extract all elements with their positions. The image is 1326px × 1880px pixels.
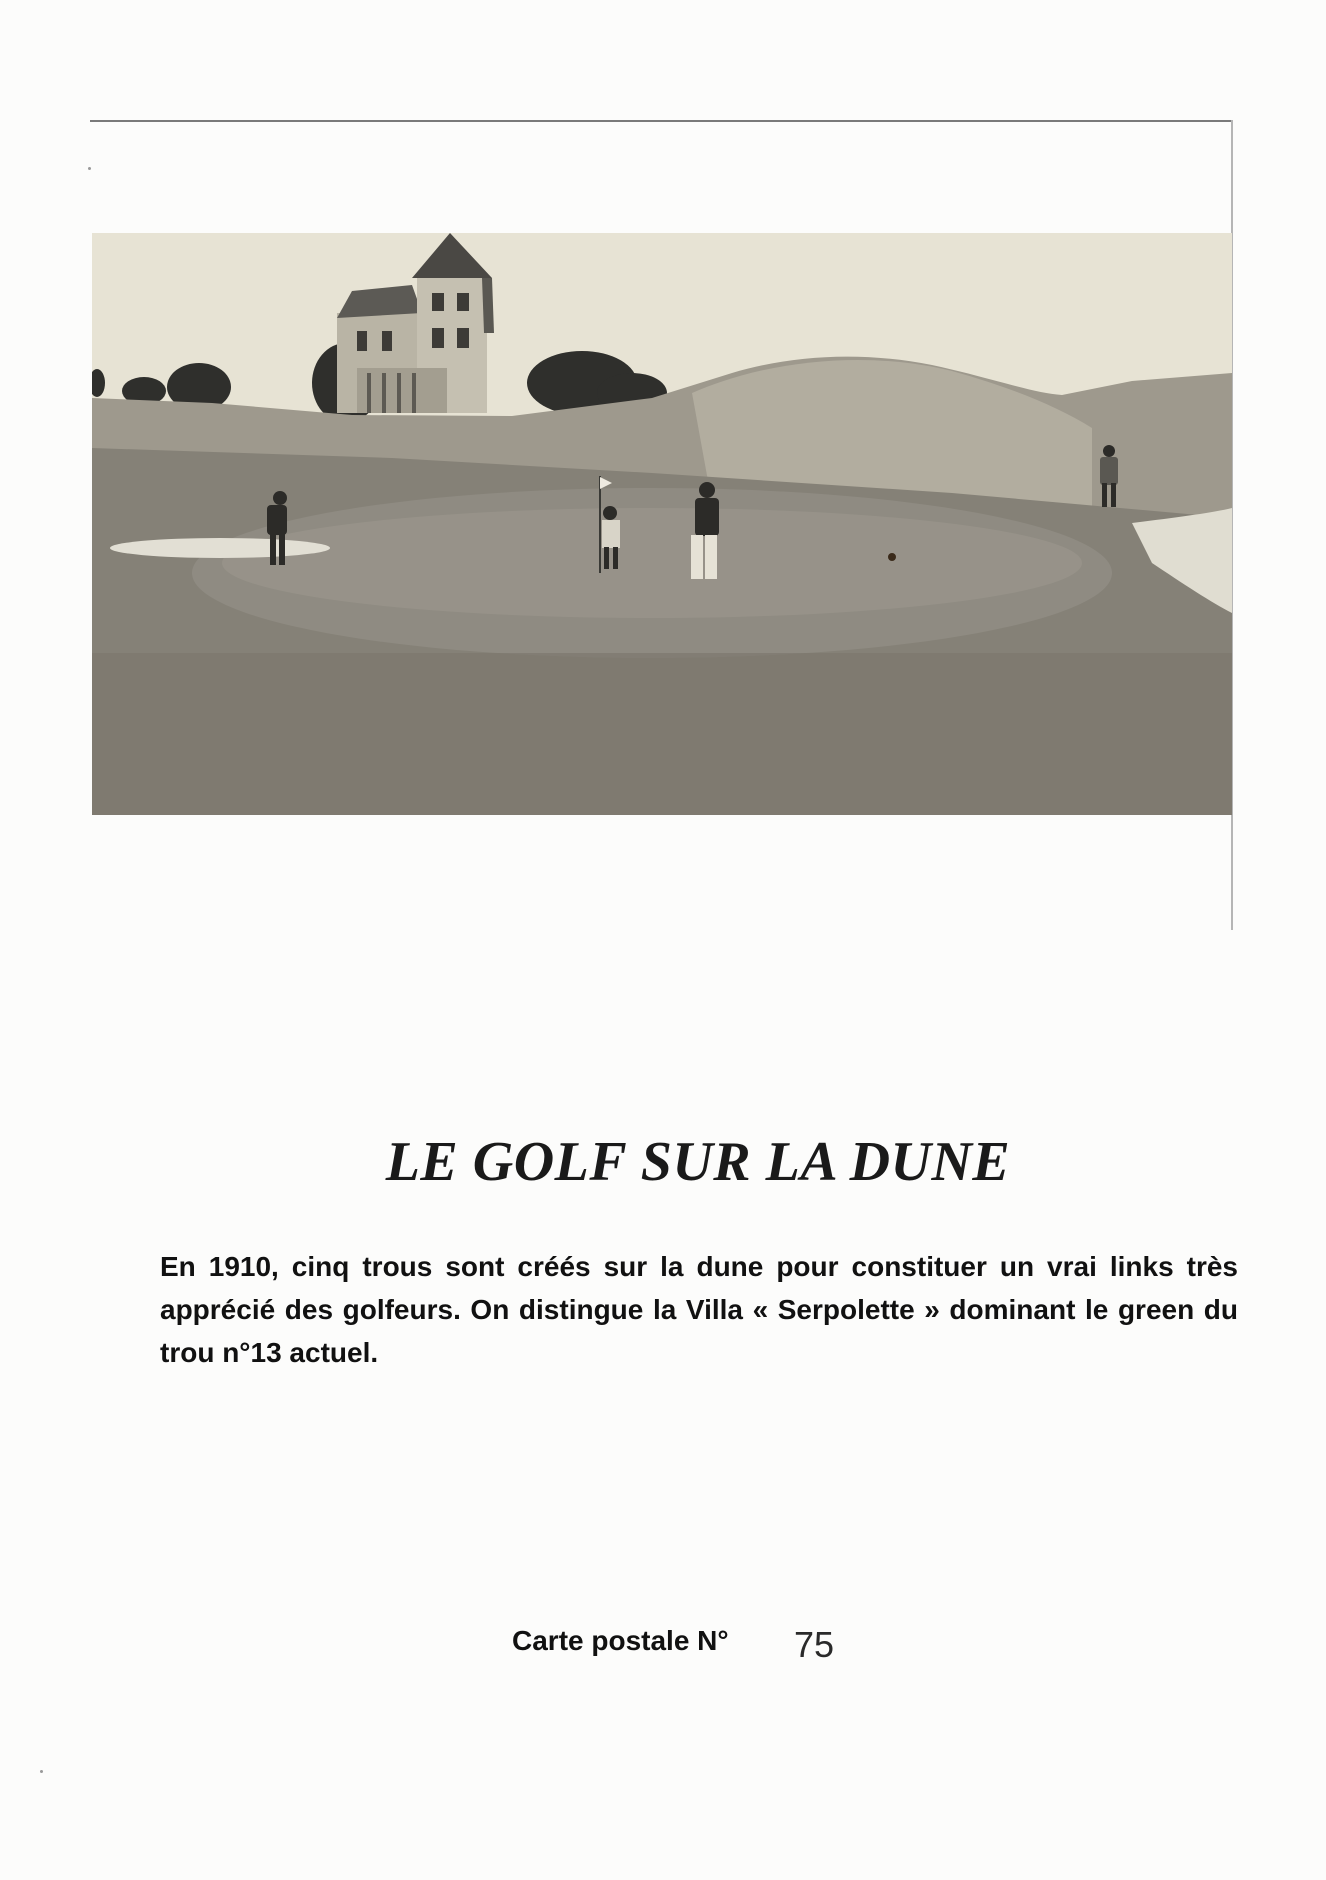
scan-speck	[40, 1770, 43, 1773]
bunker-left	[110, 538, 330, 558]
top-rule	[90, 120, 1232, 122]
page-title: LE GOLF SUR LA DUNE	[385, 1131, 1011, 1193]
caption-paragraph: En 1910, cinq trous sont créés sur la dune pour constituer un vrai links très apprécié des golfeurs. On distingue la Villa « Serpolette » dominant le green du trou n°13 actuel.	[160, 1251, 1238, 1368]
postcard-number: 75	[794, 1624, 835, 1665]
golf-ball	[888, 553, 896, 561]
vintage-golf-photo	[92, 233, 1232, 815]
golf-dune-illustration	[92, 233, 1232, 815]
scan-speck	[88, 167, 91, 170]
postcard-label: Carte postale N°	[512, 1625, 729, 1656]
